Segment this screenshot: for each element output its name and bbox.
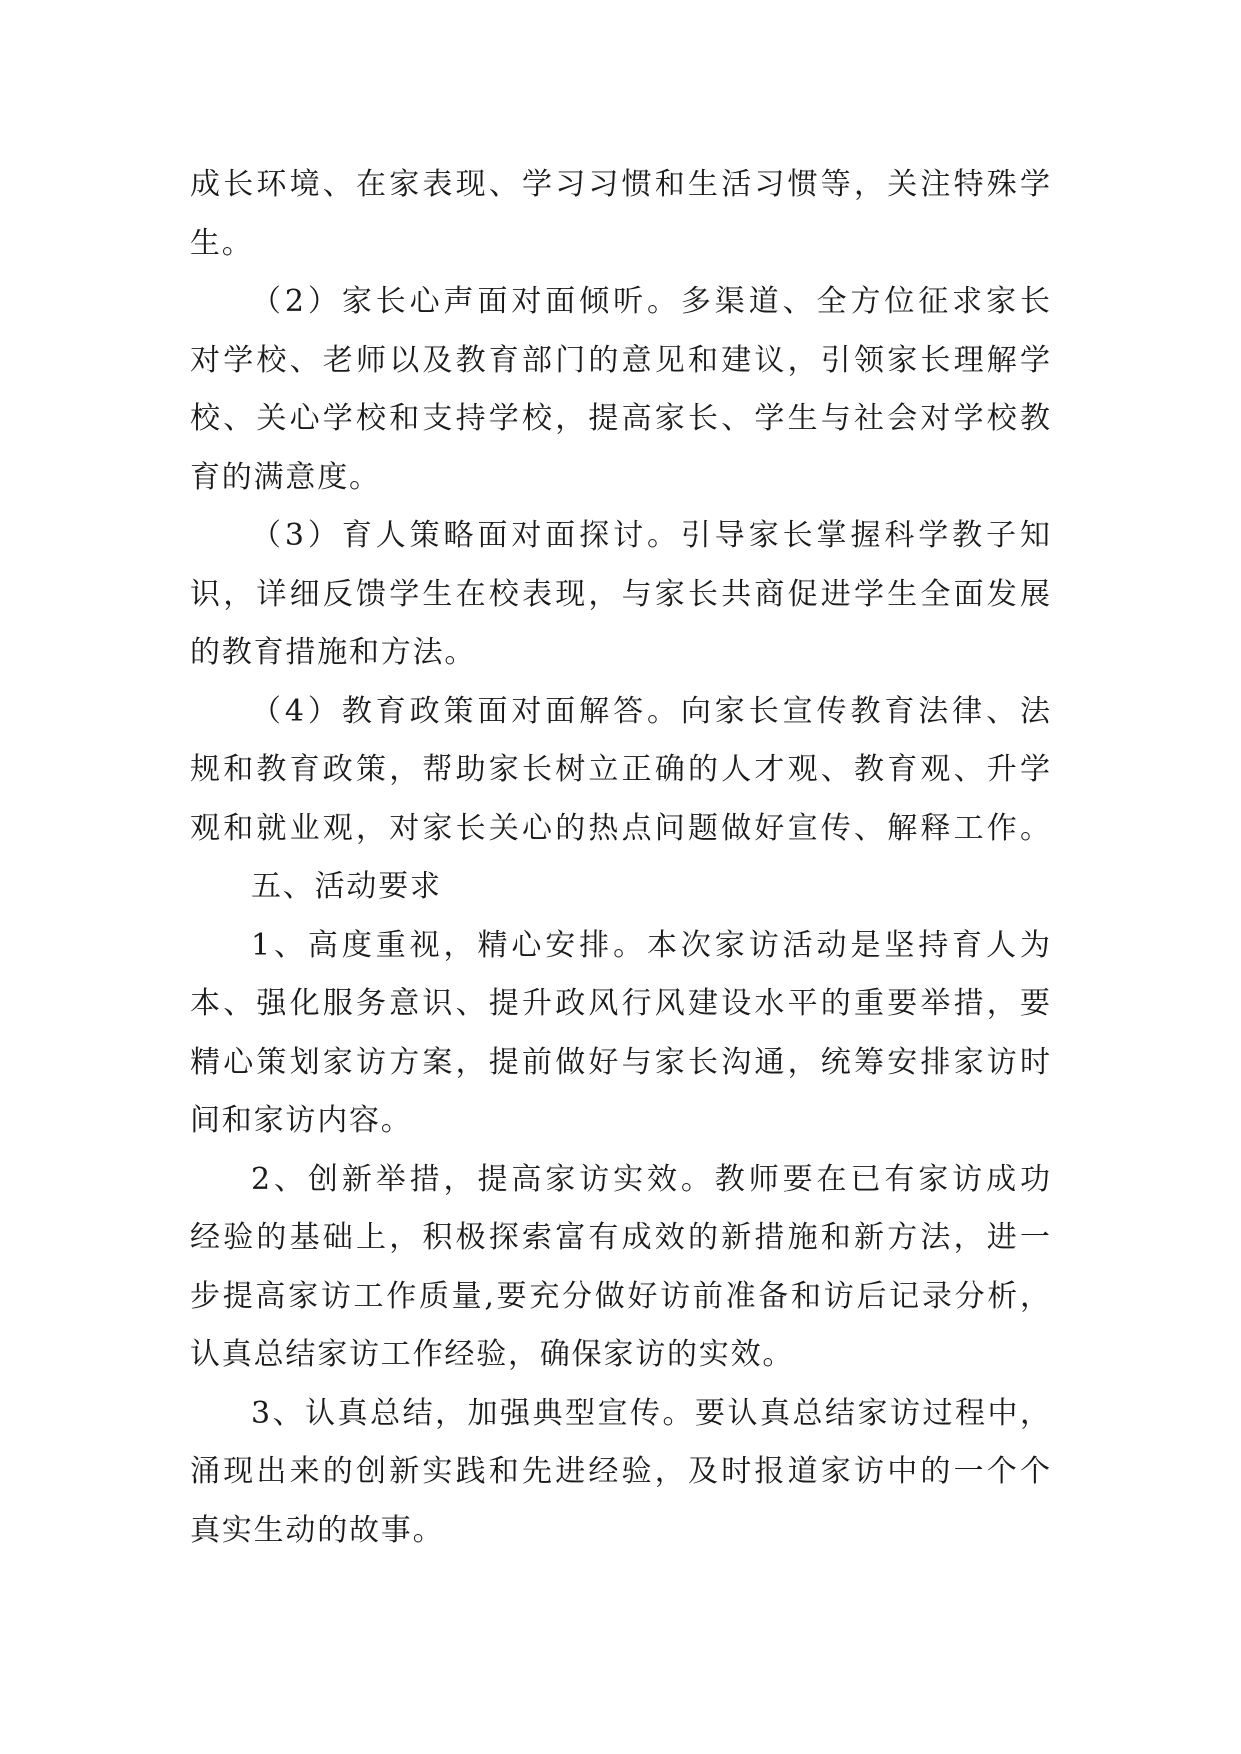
text-line: 校、关心学校和支持学校，提高家长、学生与社会对学校教 <box>190 401 1050 436</box>
text-line: 2、创新举措，提高家访实效。教师要在已有家访成功 <box>251 1161 1050 1197</box>
text-line: （2）家长心声面对面倾听。多渠道、全方位征求家长 <box>251 284 1050 319</box>
text-line: （4）教育政策面对面解答。向家长宣传教育法律、法 <box>251 693 1050 729</box>
text-line: 对学校、老师以及教育部门的意见和建议，引领家长理解学 <box>190 342 1050 378</box>
text-line: 识，详细反馈学生在校表现，与家长共商促进学生全面发展 <box>190 576 1050 612</box>
text-line: 成长环境、在家表现、学习习惯和生活习惯等，关注特殊学 <box>190 167 1050 202</box>
text-line: 经验的基础上，积极探索富有成效的新措施和新方法，进一 <box>190 1220 1050 1255</box>
text-line: 1、高度重视，精心安排。本次家访活动是坚持育人为 <box>251 927 1050 963</box>
text-line: 本、强化服务意识、提升政风行风建设水平的重要举措，要 <box>190 986 1050 1021</box>
document-body <box>190 156 1050 1560</box>
text-line: 真实生动的故事。 <box>190 1512 445 1548</box>
text-line: 规和教育政策，帮助家长树立正确的人才观、教育观、升学 <box>190 752 1050 787</box>
text-line: 生。 <box>190 225 254 261</box>
text-line: 育的满意度。 <box>190 459 381 495</box>
text-line: 的教育措施和方法。 <box>190 635 477 670</box>
text-line: 精心策划家访方案，提前做好与家长沟通，统筹安排家访时 <box>190 1044 1050 1080</box>
text-line: 3、认真总结，加强典型宣传。要认真总结家访过程中， <box>251 1395 1050 1431</box>
text-line: 涌现出来的创新实践和先进经验，及时报道家访中的一个个 <box>190 1454 1050 1489</box>
text-line: 五、活动要求 <box>251 869 442 904</box>
text-line: 认真总结家访工作经验，确保家访的实效。 <box>190 1337 795 1372</box>
text-line: 间和家访内容。 <box>190 1103 413 1138</box>
text-line: （3）育人策略面对面探讨。引导家长掌握科学教子知 <box>251 518 1050 553</box>
text-line: 步提高家访工作质量,要充分做好访前准备和访后记录分析， <box>190 1278 1050 1314</box>
text-line: 观和就业观，对家长关心的热点问题做好宣传、解释工作。 <box>190 810 1050 846</box>
